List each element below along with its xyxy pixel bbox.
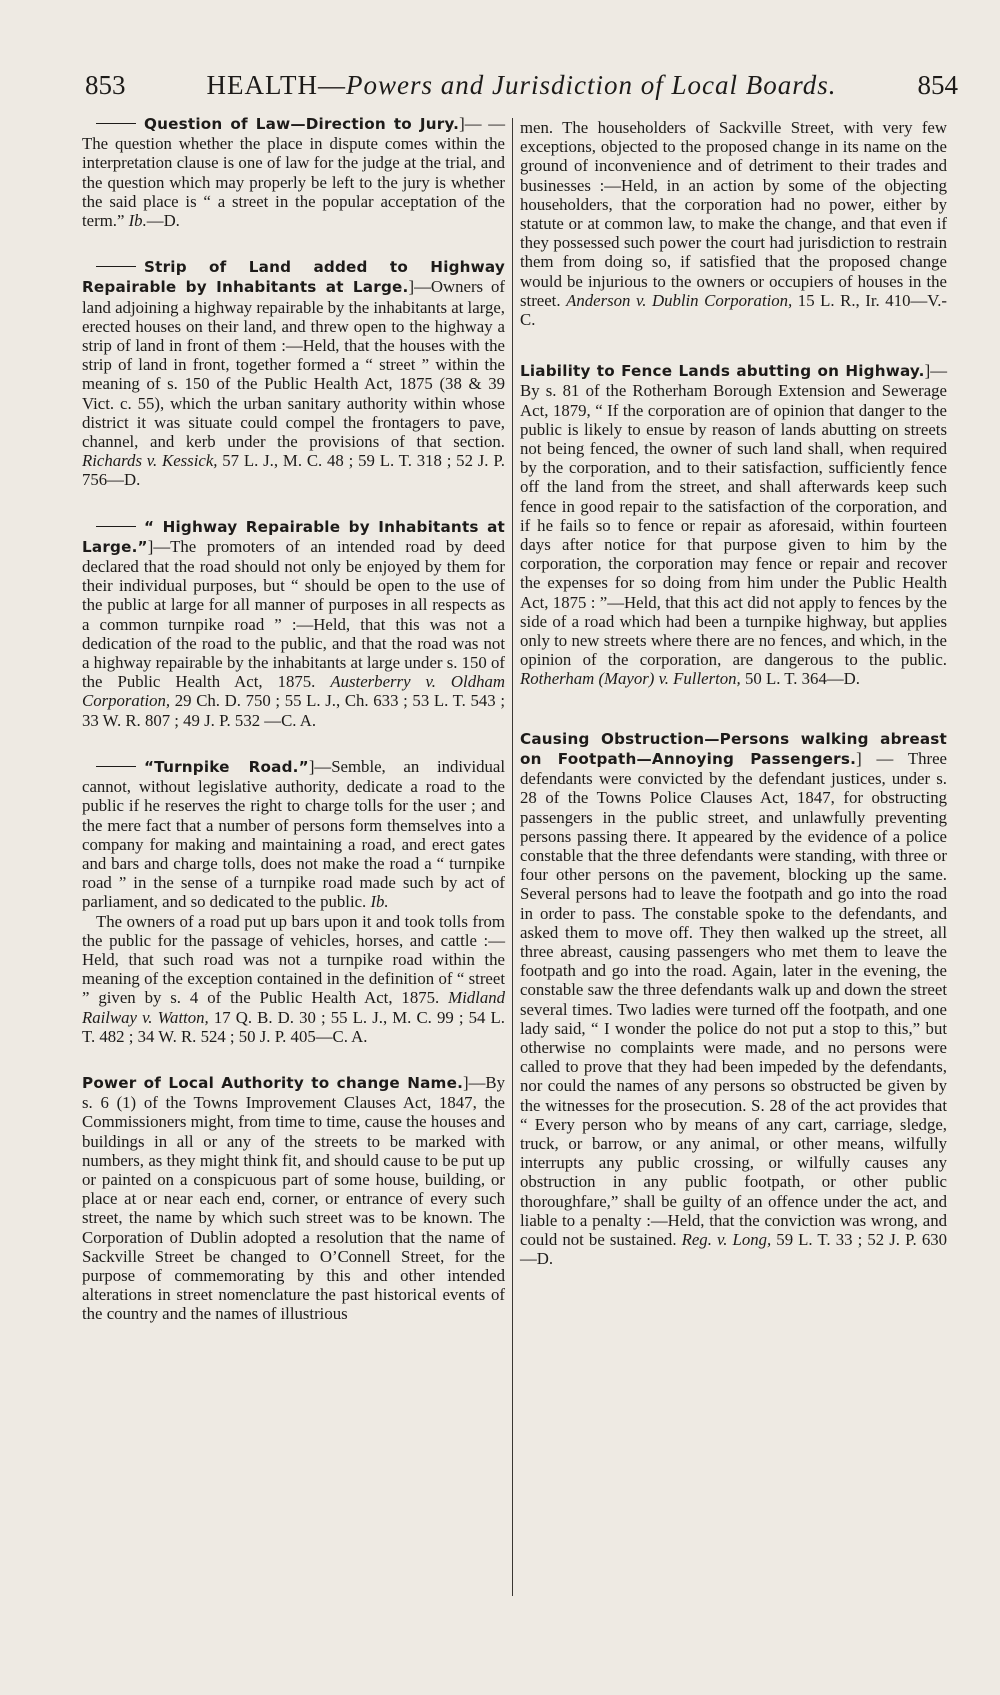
entry-reference: 57 L. J., M. C. 48 ; 59 L. T. 318 ; 52 J. P. 756—D. bbox=[82, 451, 505, 490]
entry-heading: Strip of Land added to Highway Repairable by Inhabitants at Large. bbox=[82, 258, 505, 297]
entry-heading: Liability to Fence Lands abutting on Highway. bbox=[520, 362, 925, 381]
page-number-left: 853 bbox=[85, 70, 126, 100]
entry-heading: Power of Local Authority to change Name. bbox=[82, 1073, 464, 1092]
entry-body: ]—By s. 6 (1) of the Towns Improvement Clauses Act, 1847, the Commissioners might, from time to time, cause the houses and buildings in all or any of the streets to be marked with numbers, as they might think fit, and should cause to be put up or painted on a conspicuous part of some house, building, or place at or near each end, corner, or entrance of every such street, the name by which such street was to be known. The Corporation of Dublin adopted a resolution that the name of Sackville Street be changed to O’Connell Street, for the purpose of commemorating by this and other intended alterations in street nomenclature the past historical events of the country and the names of illustrious bbox=[82, 1072, 505, 1324]
entry-change-name bbox=[82, 1073, 505, 1324]
dash-rule bbox=[96, 766, 136, 767]
dash-rule bbox=[96, 123, 136, 124]
entry-reference: 15 L. R., Ir. 410—V.-C. bbox=[520, 290, 947, 330]
entry-fence-lands bbox=[520, 361, 947, 688]
entry-heading: Causing Obstruction—Persons walking abreast on Footpath—Annoying Passengers. bbox=[520, 729, 947, 768]
left-column bbox=[82, 114, 505, 1351]
running-title bbox=[207, 70, 837, 101]
entry-citation: Austerberry v. Oldham Corporation, bbox=[82, 672, 505, 711]
entry-body: ]—Owners of land adjoining a highway repairable by the inhabitants at large, erected houses on their land, and threw open to the highway a strip of land in front of them :—Held, that the houses with the strip of land in front, together formed a “ street ” within the meaning of s. 150 of the Public Health Act, 1875 (38 & 39 Vict. c. 55), which the urban sanitary authority within whose district it was situate could compel the frontagers to pave, channel, and kerb under the provisions of that section. bbox=[82, 277, 505, 452]
entry-reference: —D. bbox=[146, 211, 180, 231]
entry-citation: Ib. bbox=[370, 892, 389, 912]
entry-question-of-law bbox=[82, 114, 505, 230]
entry-reference: 50 L. T. 364—D. bbox=[740, 669, 860, 689]
entry-heading: “Turnpike Road.” bbox=[144, 757, 309, 776]
page-number-right: 854 bbox=[917, 70, 958, 100]
entry-body-2: The owners of a road put up bars upon it and took tolls from the public for the passage of vehicles, horses, and cattle :—Held, that such road was not a turnpike road within the meaning of the exception contained in the definition of “ street ” given by s. 4 of the Public Health Act, 1875. bbox=[82, 911, 505, 1008]
dash-rule bbox=[96, 526, 136, 527]
entry-heading: Question of Law—Direction to Jury. bbox=[144, 115, 460, 133]
entry-body: men. The householders of Sackville Street, with very few exceptions, objected to the proposed change in its name on the ground of inconvenience and of detriment to their trades and businesses :—Held, in an action by some of the objecting householders, that the corporation had no power, either by statute or at common law, to make the change, and that even if they possessed such power the court had jurisdiction to restrain them from doing so, if satisfied that the proposed change would be injurious to the owners or occupiers of houses in the street. bbox=[520, 118, 947, 310]
entry-reference-2: 17 Q. B. D. 30 ; 55 L. J., M. C. 99 ; 54 L. T. 482 ; 34 W. R. 524 ; 50 J. P. 405—C. A. bbox=[82, 1007, 505, 1046]
entry-body: ]—Semble, an individual cannot, without legislative authority, dedicate a road to the public if he reserves the right to charge tolls for the user ; and the mere fact that a number of persons form themselves into a company for making and maintaining a road, and erect gates and bars and charge tolls, does not make the road a “ turnpike road ” in the sense of a turnpike road made such by act of parliament, and so dedicated to the public. bbox=[82, 756, 506, 912]
entry-heading: “ Highway Repairable by Inhabitants at Large.” bbox=[82, 517, 505, 556]
entry-citation: Ib. bbox=[128, 211, 147, 231]
entry-highway-repairable bbox=[82, 517, 505, 730]
entry-reference: 29 Ch. D. 750 ; 55 L. J., Ch. 633 ; 53 L. T. 543 ; 33 W. R. 807 ; 49 J. P. 532 —C. A. bbox=[82, 691, 505, 730]
right-column bbox=[520, 118, 947, 1295]
column-divider bbox=[512, 118, 513, 1596]
entry-body: ] — Three defendants were convicted by the defendant justices, under s. 28 of the Towns Police Clauses Act, 1847, for obstructing passengers in the public street, and unlawfully preventing persons passing there. It appeared by the evidence of a police constable that the three defendants were standing, with three or four other persons on the pavement, blocking up the same. Several persons had to leave the footpath and go into the road in order to pass. The constable spoke to the defendants, and asked them to move off. They then walked up the street, all three abreast, causing passengers who met them to leave the footpath and go into the road. Again, later in the evening, the constable saw the three defendants walk up and down the street several times. Two ladies were turned off the footpath, and one lady said, “ I wonder the police do not put a stop to this,” but otherwise no complaints were made, and no persons were called to prove that they had been impeded by the defendants, nor could the names of any persons so obstructed be given by the witnesses for the prosecution. S. 28 of the act provides that “ Every person who by means of any cart, carriage, sledge, truck, or barrow, or any animal, or other means, wilfully interrupts any public crossing, or wilfully causes any obstruction in any public footpath, or other public thoroughfare,” shall be guilty of an offence under the act, and liable to a penalty :—Held, that the conviction was wrong, and could not be sustained. bbox=[520, 748, 947, 1249]
entry-body: ]—By s. 81 of the Rotherham Borough Extension and Sewerage Act, 1879, “ If the corporation are of opinion that danger to the public is likely to ensue by reason of lands abutting on streets not being fenced, the owner of such land shall, when required by the corporation, and to their satisfaction, sufficiently fence off the land from the street, and shall afterwards keep such fence in good repair to the satisfaction of the corporation, and if he fails so to fence or repair as aforesaid, within fourteen days after notice for that purpose given to him by the corporation, the corporation may fence or repair and recover the expenses for so doing from him under the Public Health Act, 1875 : ”—Held, that this act did not apply to fences by the side of a road which had been a turnpike highway, but applies only to new streets where there are no fences, and which, in the opinion of the corporation, are dangerous to the public. bbox=[520, 361, 947, 670]
entry-reference: 59 L. T. 33 ; 52 J. P. 630—D. bbox=[520, 1229, 948, 1269]
entry-citation: Reg. v. Long, bbox=[681, 1229, 772, 1249]
title-plain: HEALTH— bbox=[206, 70, 346, 100]
entry-turnpike-road bbox=[82, 757, 505, 1046]
entry-change-name-continued bbox=[520, 118, 947, 329]
entry-body: ]— —The question whether the place in dispute comes within the interpretation clause is one of law for the judge at the trial, and the question which may properly be left to the jury is whether the said place is “ a street in the popular acceptation of the term.” bbox=[82, 114, 505, 231]
entry-citation: Rotherham (Mayor) v. Fullerton, bbox=[520, 669, 741, 689]
entry-causing-obstruction bbox=[520, 729, 947, 1269]
entry-citation: Anderson v. Dublin Corporation, bbox=[566, 290, 793, 310]
dash-rule bbox=[96, 266, 136, 267]
running-header bbox=[85, 70, 958, 114]
entry-body: ]—The promoters of an intended road by deed declared that the road should not only be enjoyed by them for their individual purposes, but “ should be open to the use of the public at large for all manner of purposes in all respects as a common turnpike road ” :—Held, that this was not a dedication of the road to the public, and that the road was not a highway repairable by the inhabitants at large under s. 150 of the Public Health Act, 1875. bbox=[82, 536, 505, 692]
entry-strip-of-land bbox=[82, 257, 505, 489]
title-italic: Powers and Jurisdiction of Local Boards. bbox=[346, 70, 837, 100]
entry-citation: Richards v. Kessick, bbox=[82, 451, 218, 471]
entry-citation-2: Midland Railway v. Watton, bbox=[82, 988, 505, 1027]
